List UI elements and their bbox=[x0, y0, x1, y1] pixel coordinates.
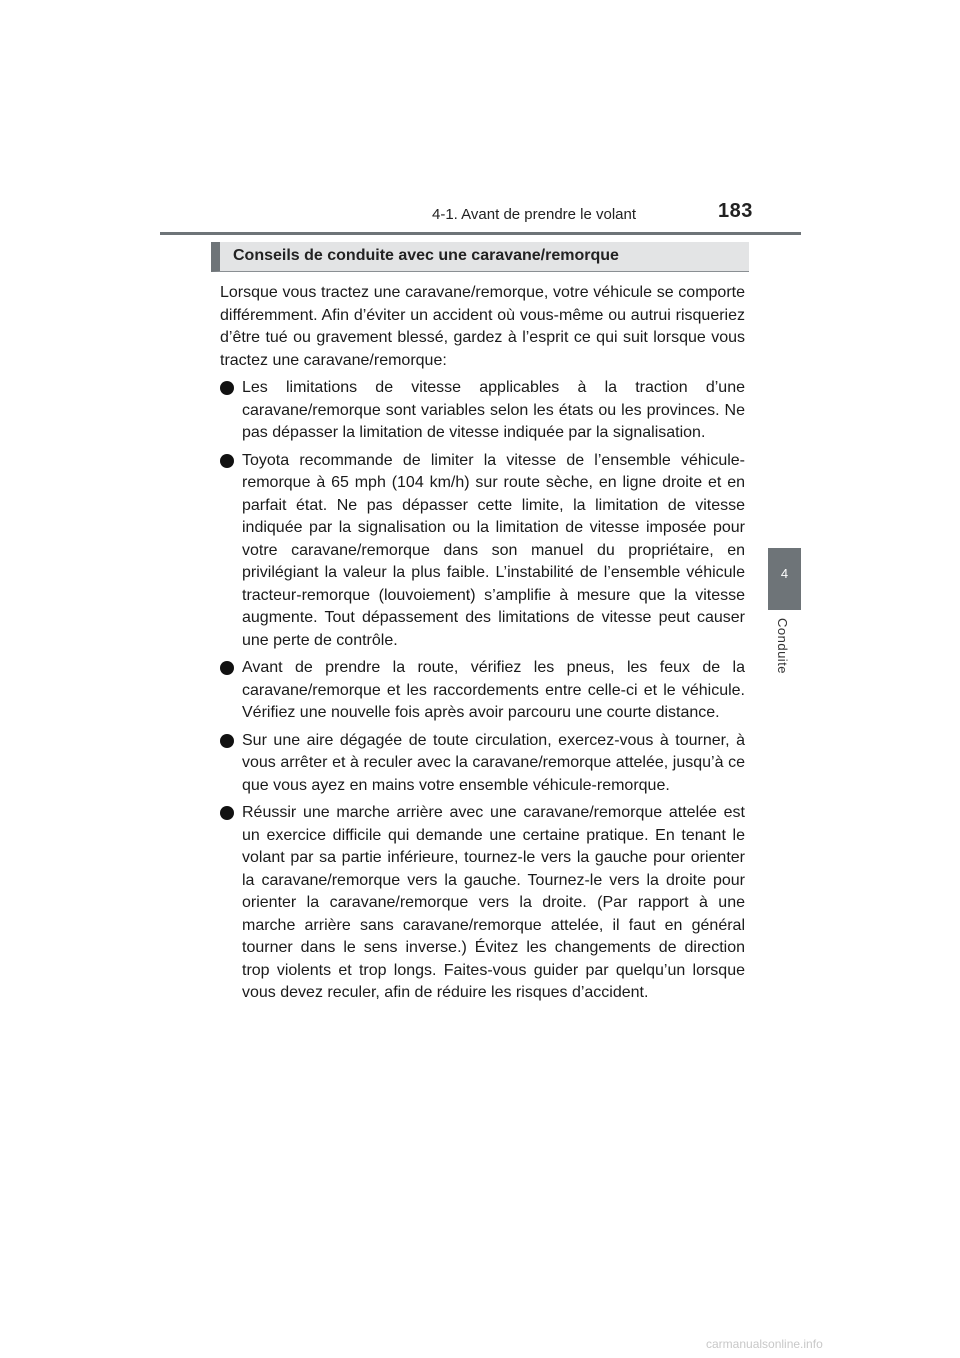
section-title-bar bbox=[211, 242, 749, 272]
list-item-text: Les limitations de vitesse applicables à la traction d’une caravane/remorque sont variables selon les états ou les provinces. Ne pas dépasser la limitation de vitesse indiquée par la signalisation. bbox=[242, 379, 745, 441]
list-item bbox=[220, 377, 745, 445]
bullet-icon bbox=[220, 734, 234, 748]
tips-list bbox=[220, 377, 745, 1005]
list-item bbox=[220, 730, 745, 798]
page-number: 183 bbox=[718, 200, 753, 222]
list-item-text: Toyota recommande de limiter la vitesse de l’ensemble véhicule-remorque à 65 mph (104 km/h) sur route sèche, en ligne droite et en parfait état. Ne pas dépasser cette limite, la limitation de vitesse indiquée par la signalisation ou la limitation de vitesse imposée pour votre caravane/remorque dans son manuel du propriétaire, en privilégiant la valeur la plus faible. L’instabilité de l’ensemble véhicule tracteur-remorque (louvoiement) s’amplifie à mesure que la vitesse augmente. Tout dépassement des limitations de vitesse peut causer une perte de contrôle. bbox=[242, 451, 745, 649]
bullet-icon bbox=[220, 381, 234, 395]
list-item bbox=[220, 657, 745, 725]
chapter-number: 4 bbox=[780, 566, 789, 581]
section-title: Conseils de conduite avec une caravane/remorque bbox=[233, 247, 619, 264]
header-divider bbox=[160, 232, 801, 235]
watermark: carmanualsonline.info bbox=[706, 1337, 823, 1351]
list-item bbox=[220, 802, 745, 1005]
chapter-tab bbox=[768, 548, 801, 610]
section-body bbox=[220, 282, 745, 1010]
list-item-text: Avant de prendre la route, vérifiez les pneus, les feux de la caravane/remorque et les raccordements entre celle-ci et le véhicule. Vérifiez une nouvelle fois après avoir parcouru une courte distance. bbox=[242, 659, 745, 721]
chapter-label: Conduite bbox=[775, 618, 790, 675]
bullet-icon bbox=[220, 454, 234, 468]
bullet-icon bbox=[220, 806, 234, 820]
header-section-title: 4-1. Avant de prendre le volant bbox=[432, 206, 637, 223]
bullet-icon bbox=[220, 661, 234, 675]
list-item bbox=[220, 450, 745, 653]
list-item-text: Réussir une marche arrière avec une caravane/remorque attelée est un exercice difficile qui demande une certaine pratique. En tenant le volant par sa partie inférieure, tournez-le vers la gauche pour orienter la caravane/remorque vers la gauche. Tournez-le vers la droite pour orienter la caravane/remorque vers la droite. (Par rapport à une marche arrière sans caravane/remorque attelée, il faut en général tourner dans le sens inverse.) Évitez les changements de direction trop violents et trop longs. Faites-vous guider par quelqu’un lorsque vous devez reculer, afin de réduire les risques d’accident. bbox=[242, 804, 745, 1001]
list-item-text: Sur une aire dégagée de toute circulation, exercez-vous à tourner, à vous arrêter et à reculer avec la caravane/remorque attelée, jusqu’à ce que vous ayez en mains votre ensemble véhicule-remorque. bbox=[242, 731, 745, 794]
intro-paragraph: Lorsque vous tractez une caravane/remorque, votre véhicule se comporte différemment. Afin d’éviter un accident où vous-même ou autrui risqueriez d’être tué ou gravement blessé, gardez à l’esprit ce qui suit lorsque vous tractez une caravane/remorque: bbox=[220, 284, 745, 369]
